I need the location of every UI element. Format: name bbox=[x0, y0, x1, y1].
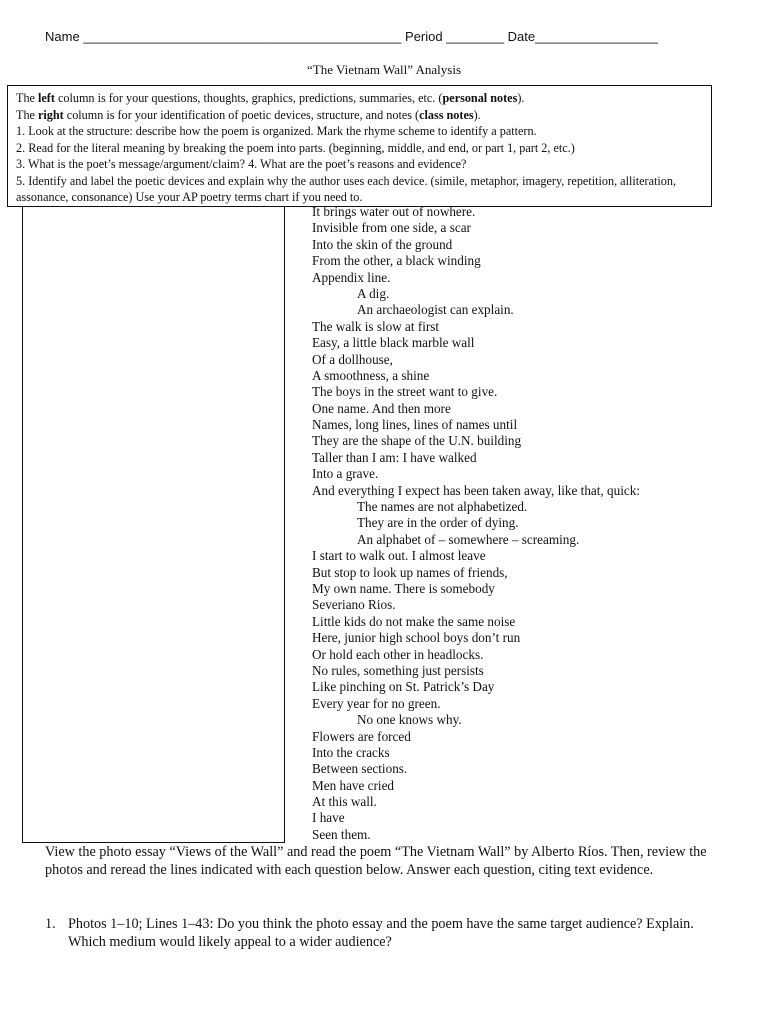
instruction-item-5: 5. Identify and label the poetic devices and explain why the author uses each device. (simile, metaphor, imagery, repetition, alliteration, assonance, consonance) Use your AP poetry terms chart if you need to. bbox=[16, 173, 676, 204]
question-number: 1. bbox=[45, 916, 56, 932]
poem-line: The walk is slow at first bbox=[312, 318, 440, 334]
poem-line: One name. And then more bbox=[312, 400, 451, 416]
poem-line: Men have cried bbox=[312, 777, 395, 793]
instruction-item-1: 1. Look at the structure: describe how the poem is organized. Mark the rhyme scheme to identify a pattern. bbox=[16, 124, 537, 138]
poem-line: The boys in the street want to give. bbox=[312, 384, 498, 400]
poem-line: At this wall. bbox=[312, 794, 377, 810]
poem-line: From the other, a black winding bbox=[312, 253, 481, 269]
poem-text bbox=[312, 204, 742, 843]
instruction-item-3: 3. What is the poet’s message/argument/claim? 4. What are the poet’s reasons and evidence? bbox=[16, 157, 467, 171]
poem-line: The names are not alphabetized. bbox=[357, 499, 528, 515]
poem-line: They are the shape of the U.N. building bbox=[312, 433, 522, 449]
instruction-bold: class notes bbox=[419, 107, 474, 122]
photo-essay-prompt: View the photo essay “Views of the Wall” and read the poem “The Vietnam Wall” by Alberto Ríos. Then, review the photos and reread the lines indicated with each question below. Answer each question, citing text evidence. bbox=[45, 844, 707, 878]
instruction-bold: left bbox=[38, 91, 55, 105]
poem-line: They are in the order of dying. bbox=[357, 515, 519, 531]
instruction-item-2: 2. Read for the literal meaning by breaking the poem into parts. (beginning, middle, and end, or part 1, part 2, etc.) bbox=[16, 140, 575, 155]
poem-line: Like pinching on St. Patrick’s Day bbox=[312, 679, 495, 695]
poem-line: Appendix line. bbox=[312, 269, 391, 285]
poem-line: An archaeologist can explain. bbox=[357, 302, 514, 318]
poem-line: No one knows why. bbox=[357, 712, 462, 728]
poem-line: Into the skin of the ground bbox=[312, 236, 453, 252]
poem-line: Flowers are forced bbox=[312, 728, 411, 744]
personal-notes-column[interactable] bbox=[22, 198, 285, 843]
poem-line: A dig. bbox=[357, 285, 390, 301]
page-title: “The Vietnam Wall” Analysis bbox=[306, 62, 462, 77]
poem-line: But stop to look up names of friends, bbox=[312, 564, 508, 580]
poem-line: Or hold each other in headlocks. bbox=[312, 646, 484, 662]
poem-line: Names, long lines, lines of names until bbox=[312, 417, 518, 433]
instruction-right-column bbox=[16, 107, 711, 124]
instruction-text: column is for your questions, thoughts, graphics, predictions, summaries, etc. ( bbox=[54, 91, 443, 105]
question-text: Photos 1–10; Lines 1–43: Do you think the photo essay and the poem have the same target audience? Explain. Which medium would likely appeal to a wider audience? bbox=[68, 916, 694, 950]
instruction-text: column is for your identification of poetic devices, structure, and notes ( bbox=[63, 107, 420, 122]
poem-line: Every year for no green. bbox=[312, 695, 441, 711]
poem-line: Between sections. bbox=[312, 761, 408, 777]
poem-line: I have bbox=[312, 810, 345, 826]
poem-line: Seen them. bbox=[312, 826, 371, 842]
poem-line: Little kids do not make the same noise bbox=[312, 613, 516, 629]
poem-line: Into a grave. bbox=[312, 466, 379, 482]
instruction-bold: personal notes bbox=[442, 91, 518, 105]
instructions-box bbox=[7, 85, 712, 207]
poem-line: Of a dollhouse, bbox=[312, 351, 393, 367]
instruction-text: ). bbox=[517, 91, 525, 105]
poem-line: And everything I expect has been taken away, like that, quick: bbox=[312, 482, 640, 498]
poem-line: My own name. There is somebody bbox=[312, 580, 495, 596]
poem-line: No rules, something just persists bbox=[312, 662, 484, 678]
poem-line: Easy, a little black marble wall bbox=[312, 335, 475, 351]
name-period-date-line[interactable]: Name ____________________________________________ Period ________ Date_________________ bbox=[45, 29, 659, 44]
instruction-text: ). bbox=[473, 107, 481, 122]
poem-line: Invisible from one side, a scar bbox=[312, 220, 471, 236]
poem-line: Taller than I am: I have walked bbox=[312, 449, 477, 465]
instruction-text: The bbox=[16, 107, 38, 122]
poem-line: Into the cracks bbox=[312, 744, 390, 760]
poem-line: Here, junior high school boys don’t run bbox=[312, 630, 521, 646]
poem-line: Severiano Rios. bbox=[312, 597, 396, 613]
instruction-bold: right bbox=[38, 107, 64, 122]
instruction-left-column bbox=[16, 90, 711, 107]
poem-line: It brings water out of nowhere. bbox=[312, 204, 476, 219]
instruction-text: The bbox=[16, 91, 38, 105]
poem-line: I start to walk out. I almost leave bbox=[312, 548, 486, 564]
poem-line: A smoothness, a shine bbox=[312, 367, 430, 383]
poem-line: An alphabet of – somewhere – screaming. bbox=[357, 531, 580, 547]
